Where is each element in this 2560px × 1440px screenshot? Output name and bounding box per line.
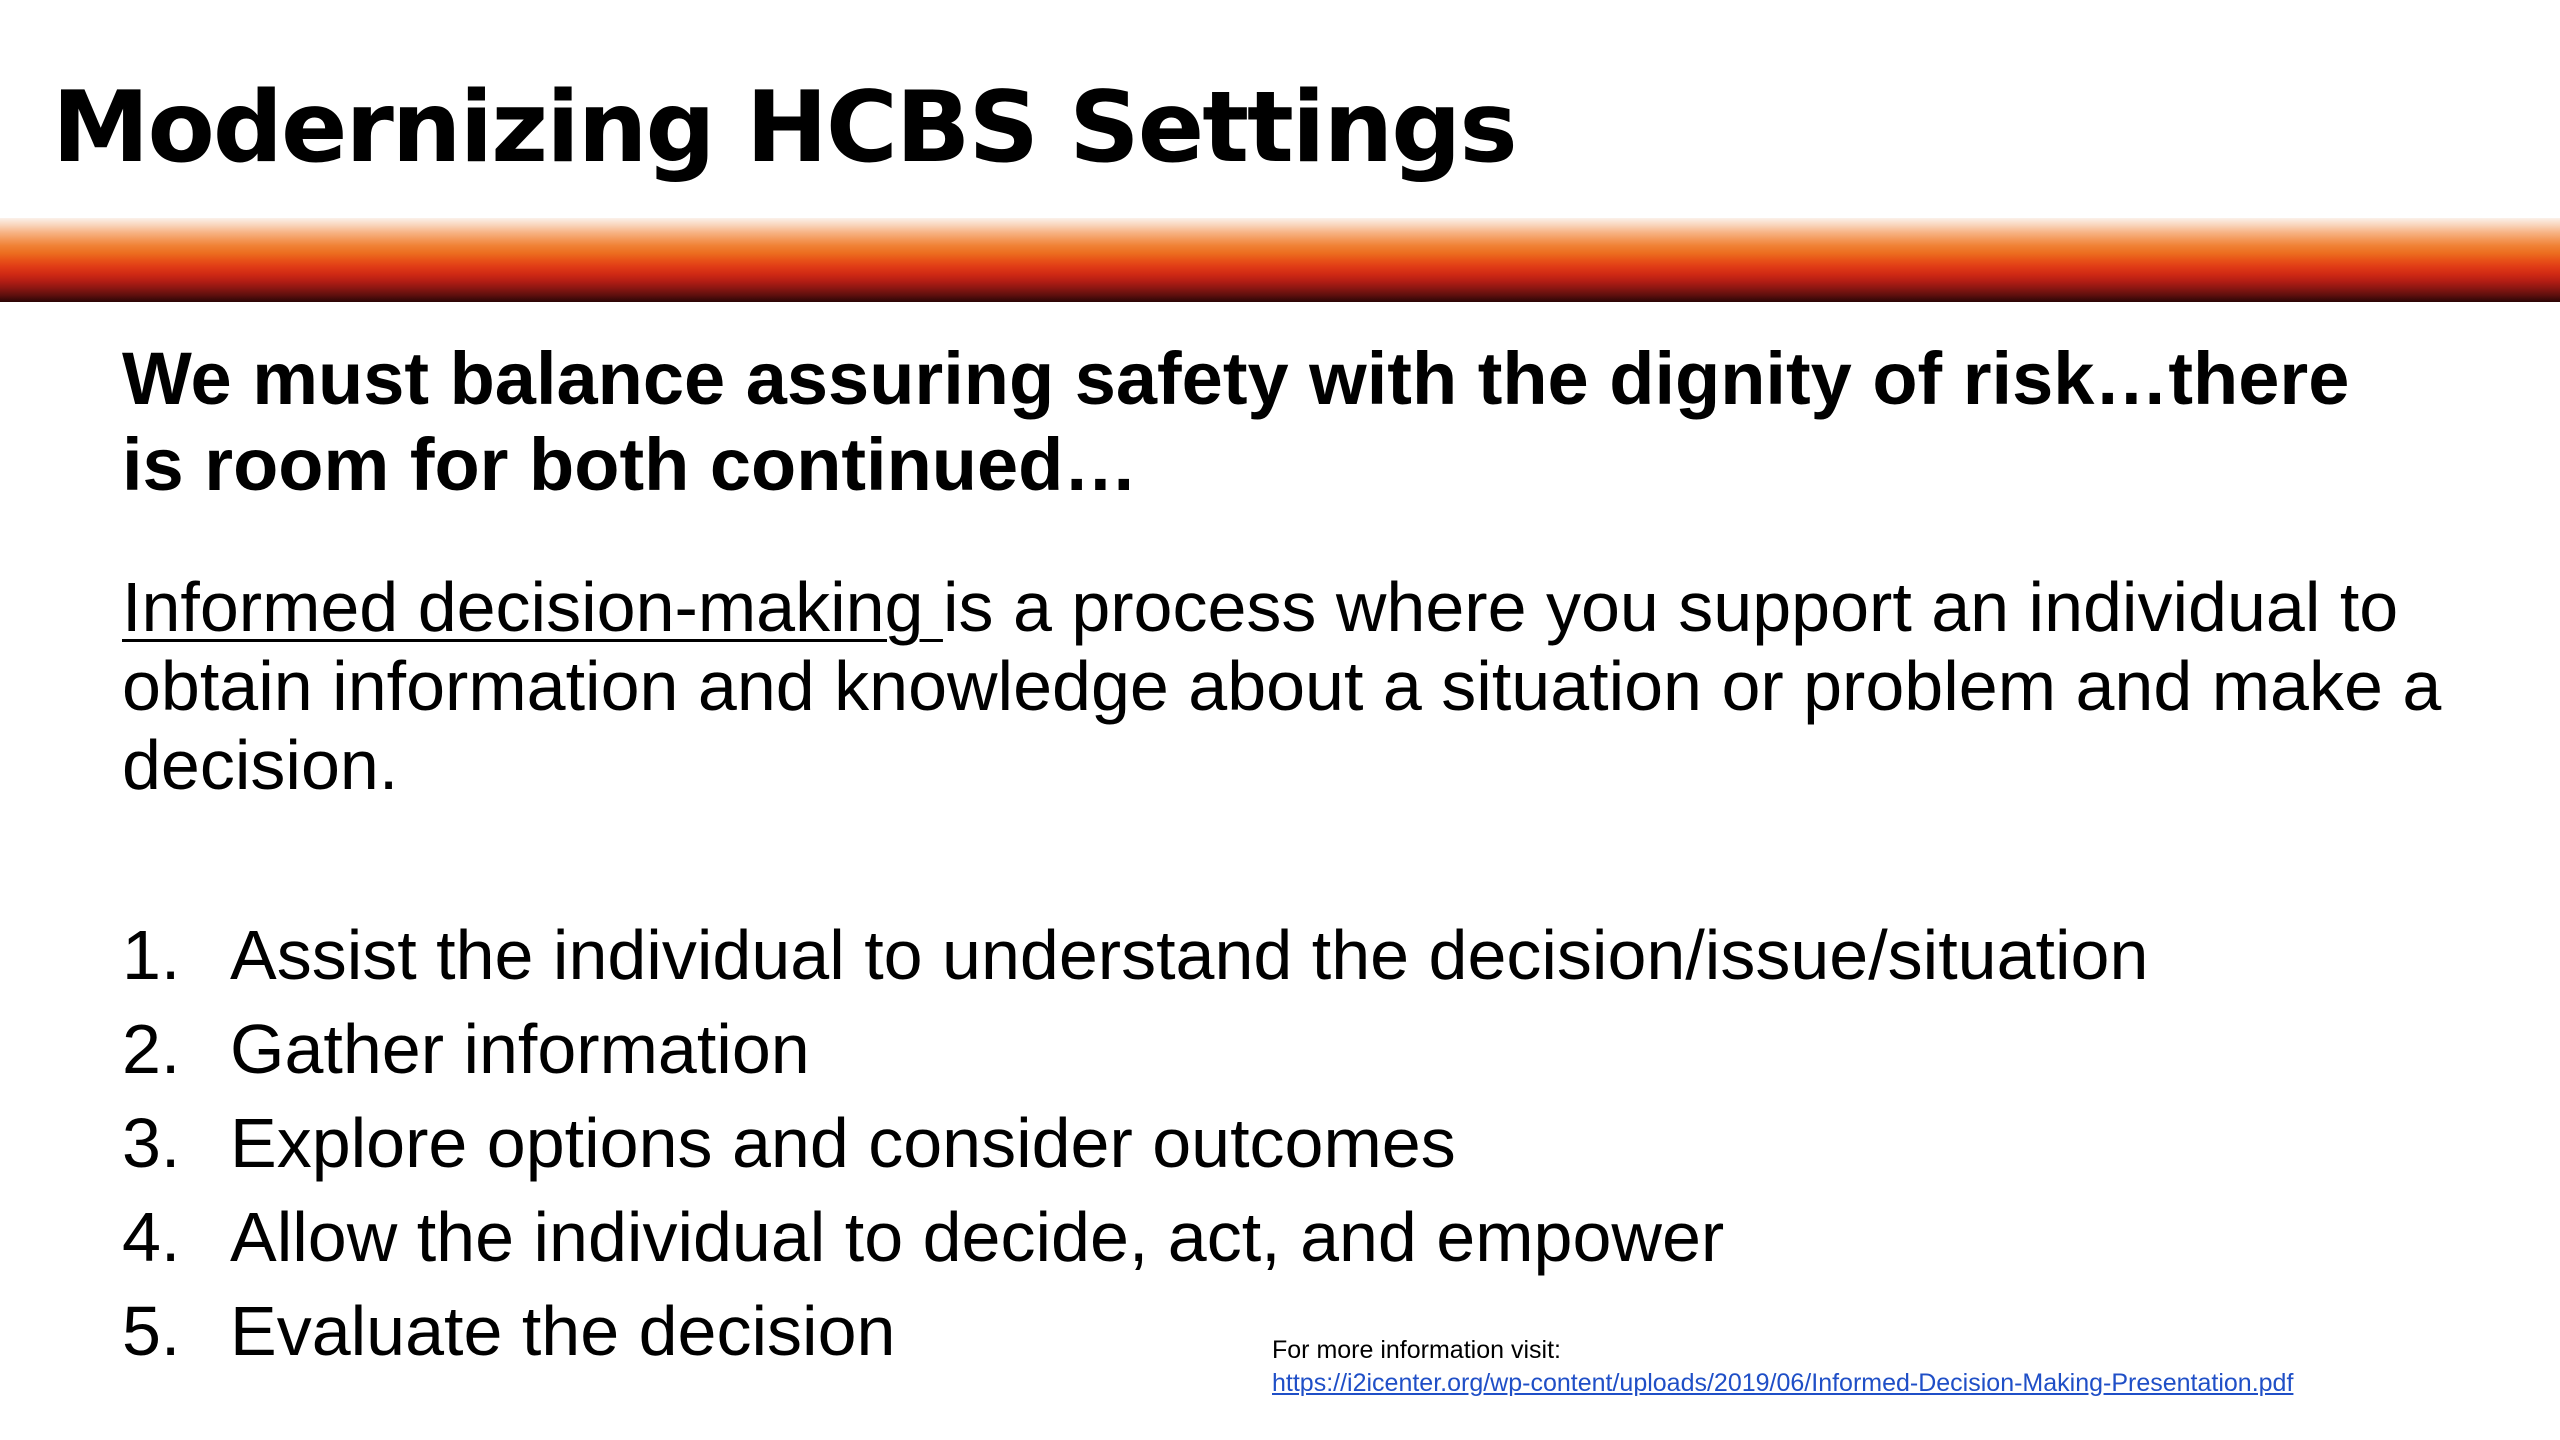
step-text: Evaluate the decision (230, 1292, 896, 1370)
step-number: 5. (122, 1292, 181, 1370)
step-text: Gather information (230, 1010, 810, 1088)
list-item (122, 1096, 2148, 1190)
step-number: 3. (122, 1104, 181, 1182)
slide-title: Modernizing HCBS Settings (52, 71, 1516, 185)
step-text: Explore options and consider outcomes (230, 1104, 1456, 1182)
headline: We must balance assuring safety with the dignity of risk…there is room for both continued… (122, 337, 2350, 506)
step-number: 1. (122, 916, 181, 994)
list-item (122, 1190, 2148, 1284)
footnote (1272, 1334, 2293, 1400)
decorative-stripe (0, 218, 2560, 302)
reference-link[interactable]: https://i2icenter.org/wp-content/uploads/2019/06/Informed-Decision-Making-Presentation.pdf (1272, 1369, 2294, 1397)
step-number: 2. (122, 1010, 181, 1088)
step-number: 4. (122, 1198, 181, 1276)
steps-list (122, 908, 2148, 1378)
step-text: Allow the individual to decide, act, and empower (230, 1198, 1725, 1276)
list-item (122, 908, 2148, 1002)
definition-term: Informed decision-making (122, 568, 943, 646)
step-text: Assist the individual to understand the decision/issue/situation (230, 916, 2149, 994)
footnote-label: For more information visit: (1272, 1336, 1561, 1364)
list-item (122, 1002, 2148, 1096)
definition-paragraph (122, 568, 2522, 805)
definition-text: is a process where you support an individual to obtain information and knowledge about a situation or problem and make a decision. (122, 568, 2442, 804)
